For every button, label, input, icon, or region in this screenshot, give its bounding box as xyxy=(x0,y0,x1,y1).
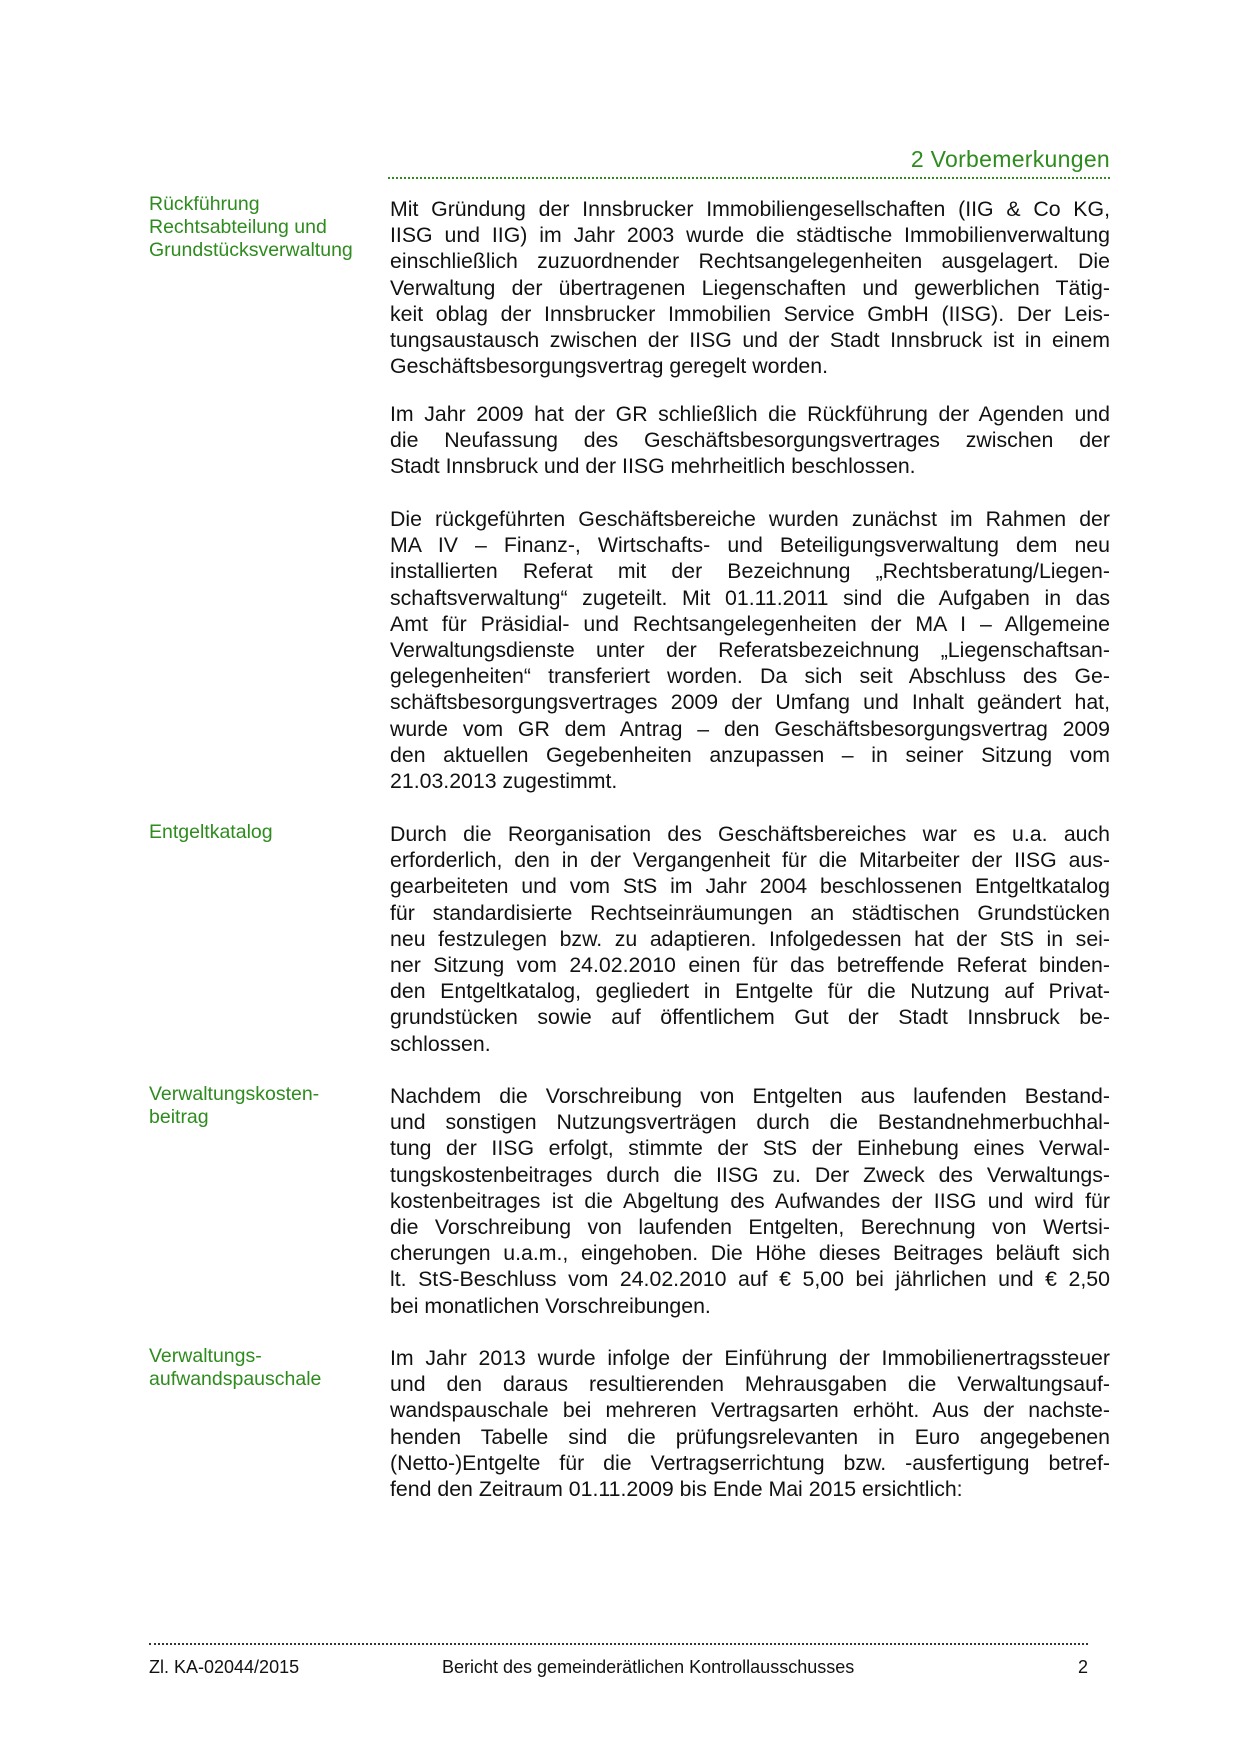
margin-label-entgeltkatalog: Entgeltkatalog xyxy=(149,821,273,843)
margin-label-verwaltungsaufwandspauschale: Verwaltungs- aufwandspauschale xyxy=(149,1345,322,1390)
footer-divider xyxy=(149,1643,1088,1645)
margin-label-rueckfuehrung: Rückführung Rechtsabteilung und Grundstücksverwaltung xyxy=(149,193,353,261)
paragraph-rueckfuehrung-3: Die rückgeführten Geschäftsbereiche wurden zunächst im Rahmen der MA IV – Finanz-, Wirtschafts- und Beteiligungsverwaltung dem neu installierten Referat mit der Bezeichnung „Rechtsberatung/Liegen- schaftsverwaltung“ zugeteilt. Mit 01.11.2011 sind die Aufgaben in das Amt für Präsidial- und Rechtsangelegenheiten der MA I – Allgemeine Verwaltungsdienste unter der Referatsbezeichnung „Liegenschaftsan- gelegenheiten“ transferiert worden. Da sich seit Abschluss des Ge- schäftsbesorgungsvertrages 2009 der Umfang und Inhalt geändert hat, wurde vom GR dem Antrag – den Geschäftsbesorgungsvertrag 2009 den aktuellen Gegebenheiten anzupassen – in seiner Sitzung vom 21.03.2013 zugestimmt. xyxy=(390,507,1110,794)
page-number: 2 xyxy=(1077,1657,1088,1677)
paragraph-entgeltkatalog: Durch die Reorganisation des Geschäftsbereiches war es u.a. auch erforderlich, den in der Vergangenheit für die Mitarbeiter der IISG aus- gearbeiteten und vom StS im Jahr 2004 beschlossenen Entgeltkatalog für standardisierte Rechtseinräumungen an städtischen Grundstücken neu festzulegen bzw. zu adaptieren. Infolgedessen hat der StS in sei- ner Sitzung vom 24.02.2010 einen für das betreffende Referat binden- den Entgeltkatalog, gegliedert in Entgelte für die Nutzung auf Privat- grundstücken sowie auf öffentlichem Gut der Stadt Innsbruck be- schlossen. xyxy=(390,822,1110,1056)
paragraph-verwaltungskostenbeitrag: Nachdem die Vorschreibung von Entgelten aus laufenden Bestand- und sonstigen Nutzungsverträgen durch die Bestandnehmerbuchhal- tung der IISG erfolgt, stimmte der StS der Einhebung eines Verwal- tungskostenbeitrages durch die IISG zu. Der Zweck des Verwaltungs- kostenbeitrages ist die Abgeltung des Aufwandes der IISG und wird für die Vorschreibung von laufenden Entgelten, Berechnung von Wertsi- cherungen u.a.m., eingehoben. Die Höhe dieses Beitrages beläuft sich lt. StS-Beschluss vom 24.02.2010 auf € 5,00 bei jährlichen und € 2,50 bei monatlichen Vorschreibungen. xyxy=(390,1084,1110,1318)
paragraph-rueckfuehrung-1: Mit Gründung der Innsbrucker Immobiliengesellschaften (IIG & Co KG, IISG und IIG) im Jahr 2003 wurde die städtische Immobilienverwaltung einschließlich zuzuordnender Rechtsangelegenheiten ausgelagert. Die Verwaltung der übertragenen Liegenschaften und gewerblichen Tätig- keit oblag der Innsbrucker Immobilien Service GmbH (IISG). Der Leis- tungsaustausch zwischen der IISG und der Stadt Innsbruck ist in einem Geschäftsbesorgungsvertrag geregelt worden. xyxy=(390,197,1110,379)
footer-reference: Zl. KA-02044/2015 xyxy=(149,1657,300,1677)
header-divider xyxy=(388,177,1110,179)
paragraph-verwaltungsaufwandspauschale: Im Jahr 2013 wurde infolge der Einführung der Immobilienertragssteuer und den daraus resultierenden Mehrausgaben die Verwaltungsauf- wandspauschale bei mehreren Vertragsarten erhöht. Aus der nachste- henden Tabelle sind die prüfungsrelevanten in Euro angegebenen (Netto-)Entgelte für die Vertragserrichtung bzw. -ausfertigung betref- fend den Zeitraum 01.11.2009 bis Ende Mai 2015 ersichtlich: xyxy=(390,1346,1110,1502)
paragraph-rueckfuehrung-2: Im Jahr 2009 hat der GR schließlich die Rückführung der Agenden und die Neufassung des Geschäftsbesorgungsvertrages zwischen der Stadt Innsbruck und der IISG mehrheitlich beschlossen. xyxy=(390,402,1110,479)
chapter-heading: 2 Vorbemerkungen xyxy=(910,146,1110,172)
footer-report-title: Bericht des gemeinderätlichen Kontrollausschusses xyxy=(442,1657,855,1677)
margin-label-verwaltungskostenbeitrag: Verwaltungskosten- beitrag xyxy=(149,1083,320,1128)
